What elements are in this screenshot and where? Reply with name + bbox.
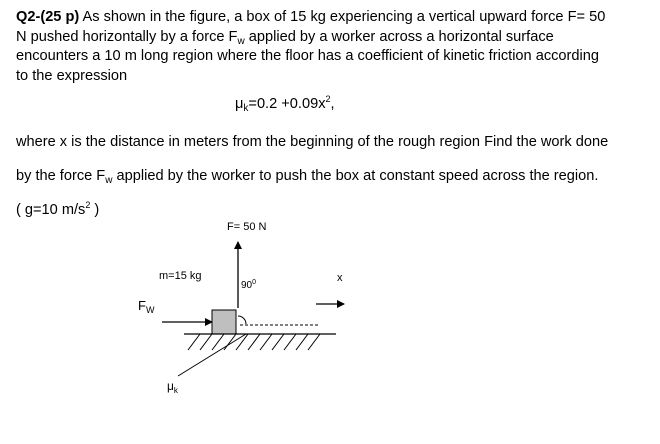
question-number: Q2-(25 p) <box>16 9 80 25</box>
box <box>212 310 236 334</box>
friction-pointer-line <box>178 334 246 376</box>
mass-label: m=15 kg <box>159 270 202 282</box>
line-6: by the force $F_w$ applied by the worker to push the box at constant speed across the region. <box>16 167 599 186</box>
angle-label: $90^0$ <box>241 279 257 291</box>
line-3: encounters a 10 m long region where the floor has a coefficient of kinetic friction according <box>16 48 600 64</box>
friction-formula: $\mu_k=0.2 +0.09x^2$, <box>235 94 335 114</box>
x-label: x <box>337 272 343 284</box>
line-2: N pushed horizontally by a force $F_w$ applied by a worker across a horizontal surface <box>16 28 554 47</box>
force-label: F= 50 N <box>227 221 267 233</box>
angle-arc <box>238 316 246 324</box>
mu-k-label: $\mu_k$ <box>167 379 178 395</box>
line-7: ( g=10 $m/s^2$ ) <box>16 199 100 218</box>
line-5: where x is the distance in meters from the beginning of the rough region Find the work done <box>16 133 609 150</box>
floor-hatching <box>188 334 320 350</box>
fw-label: $F_W$ <box>138 298 155 315</box>
line-1: Q2-(25 p) As shown in the figure, a box of 15 kg experiencing a vertical upward force F= 50 <box>16 9 606 25</box>
line-4: to the expression <box>16 67 128 84</box>
